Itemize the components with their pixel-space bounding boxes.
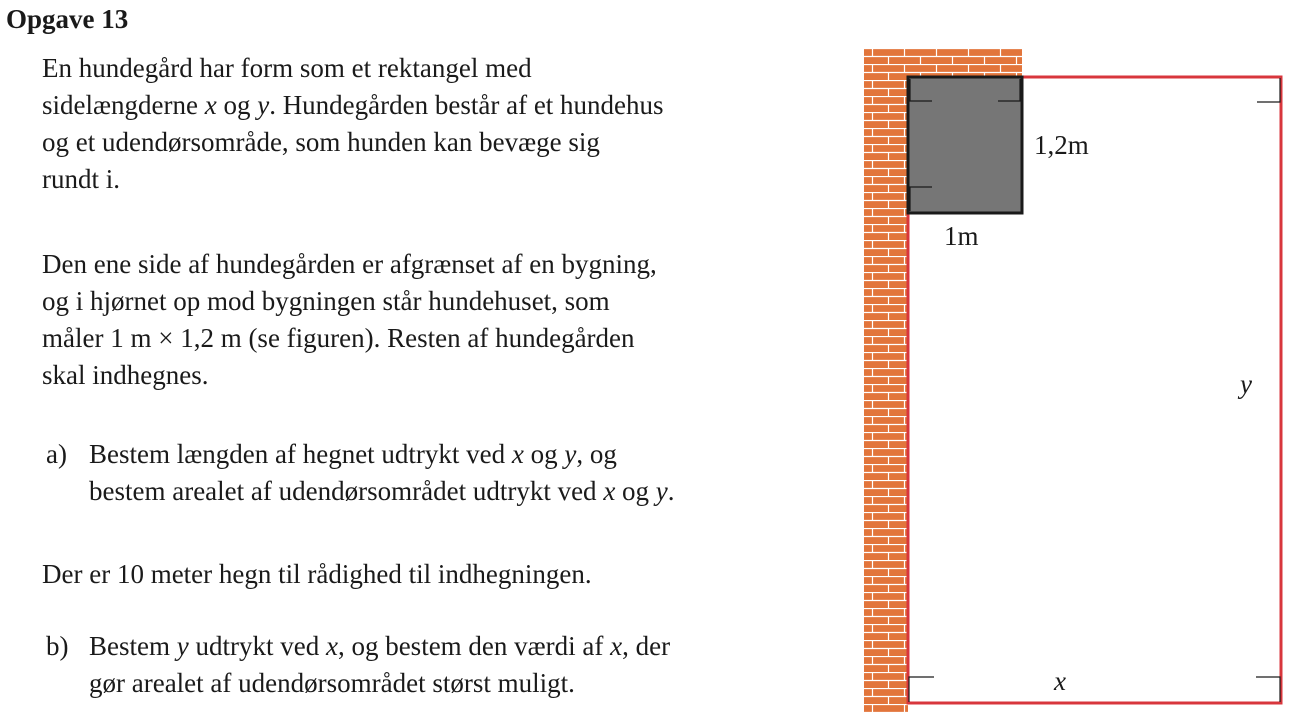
description-line-3: måler 1 m × 1,2 m (se figuren). Resten af hundegården [42,323,635,353]
intro-line-4: rundt i. [42,164,120,194]
var-x: x [511,439,524,469]
question-a-text: bestem arealet af udendørsområdet udtrykt ved [89,476,604,506]
question-a-text: og [523,439,565,469]
var-x: x [204,90,217,120]
question-b-text: udtrykt ved [188,631,326,661]
question-a-text: og [615,476,656,506]
fence-availability-line: Der er 10 meter hegn til rådighed til indhegningen. [42,559,592,589]
question-b-text: , der [622,631,671,661]
side-y-label: y [1240,369,1252,399]
var-x: x [610,631,623,661]
house-height-label: 1,2m [1034,130,1089,160]
description-line-1: Den ene side af hundegården er afgrænset af en bygning, [42,249,657,279]
question-b-text: , og bestem den værdi af [337,631,611,661]
right-angle-marker [909,677,934,702]
intro-line-2-text-a: sidelængderne [42,90,205,120]
intro-line-3: og et udendørsområde, som hunden kan bevæge sig [42,127,600,157]
var-y: y [257,90,270,120]
question-a-text: , og [576,439,617,469]
var-y: y [655,476,668,506]
house-width-label: 1m [944,221,979,251]
question-b-label: b) [46,631,69,661]
task-title: Opgave 13 [6,4,129,34]
var-x: x [325,631,338,661]
question-a-text: . [667,476,675,506]
building-wall [864,48,908,712]
right-angle-marker [1257,78,1280,102]
var-y: y [564,439,577,469]
question-b-text: Bestem [89,631,177,661]
question-a-label: a) [46,439,67,469]
dog-house [908,77,1022,213]
side-x-label: x [1054,666,1066,696]
var-x: x [603,476,616,506]
building-wall-top [908,48,1022,77]
question-b-line-2: gør arealet af udendørsområdet størst muligt. [89,668,575,698]
intro-line-2-text-b: og [216,90,258,120]
intro-line-2-text-c: . Hundegården består af et hundehus [269,90,664,120]
var-y: y [176,631,189,661]
right-angle-marker [1256,677,1280,702]
intro-line-1: En hundegård har form som et rektangel med [42,53,532,83]
question-a-text: Bestem længden af hegnet udtrykt ved [89,439,512,469]
description-line-2: og i hjørnet op mod bygningen står hundehuset, som [42,286,610,316]
description-line-4: skal indhegnes. [42,360,209,390]
